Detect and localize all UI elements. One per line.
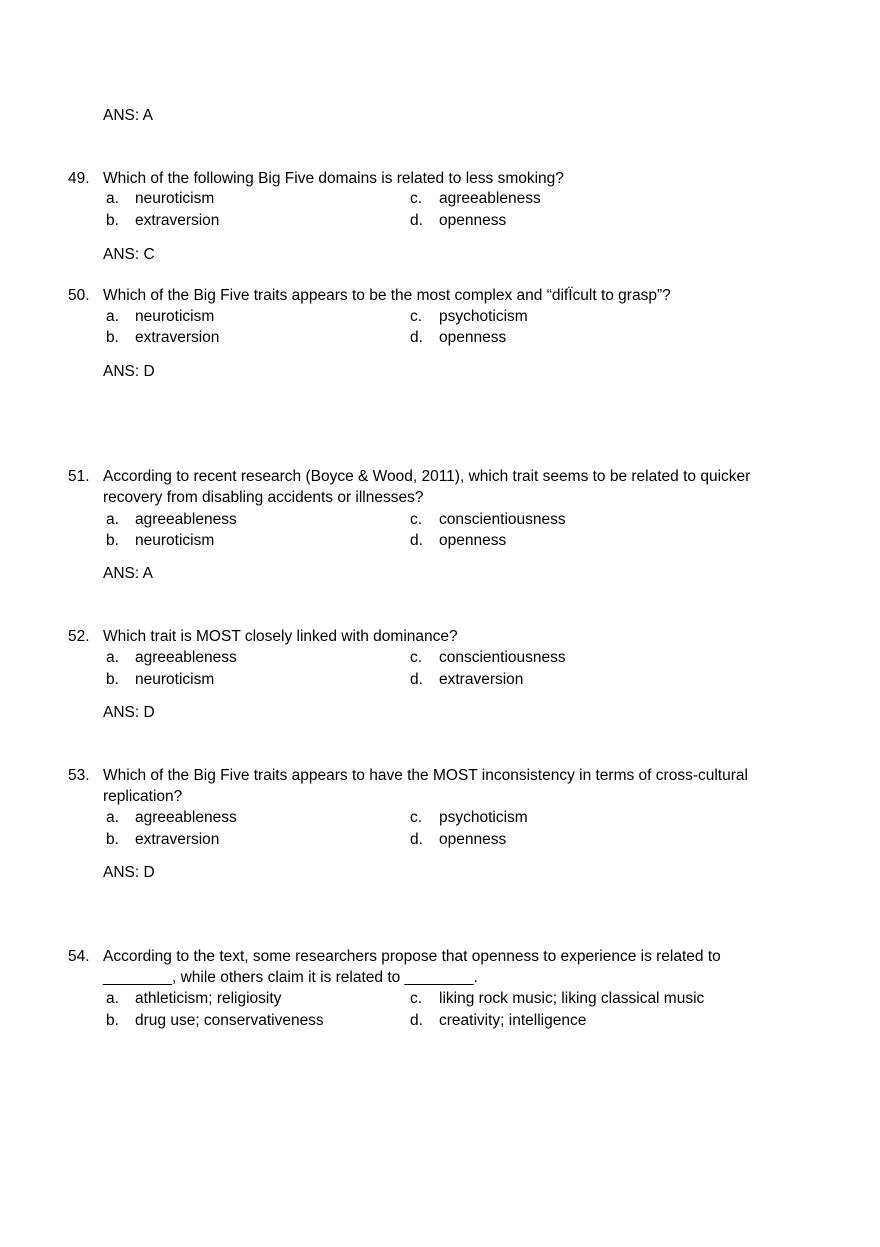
question-text: Which trait is MOST closely linked with dominance? <box>103 628 458 645</box>
answer-line: ANS: D <box>103 363 155 380</box>
answer-line: ANS: D <box>103 864 155 881</box>
answer-line-48: ANS: A <box>103 107 153 124</box>
question-number: 53. <box>68 767 90 784</box>
answer-line: ANS: A <box>103 565 153 582</box>
question-number: 49. <box>68 170 90 187</box>
question-text: Which of the Big Five traits appears to be the most complex and “difÏcult to grasp”? <box>103 287 671 304</box>
question-text: Which of the Big Five traits appears to have the MOST inconsistency in terms of cross-cultural replication? <box>103 767 748 805</box>
question-text: Which of the following Big Five domains is related to less smoking? <box>103 170 564 187</box>
question-number: 52. <box>68 628 90 645</box>
question-number: 50. <box>68 287 90 304</box>
answer-line: ANS: D <box>103 704 155 721</box>
question-number: 54. <box>68 948 90 965</box>
answer-line: ANS: C <box>103 246 155 263</box>
question-text: According to the text, some researchers propose that openness to experience is related to ________, while others claim it is related to ________. <box>103 948 721 986</box>
question-number: 51. <box>68 468 90 485</box>
question-text: According to recent research (Boyce & Wood, 2011), which trait seems to be related to quicker recovery from disabling accidents or illnesses? <box>103 468 751 506</box>
